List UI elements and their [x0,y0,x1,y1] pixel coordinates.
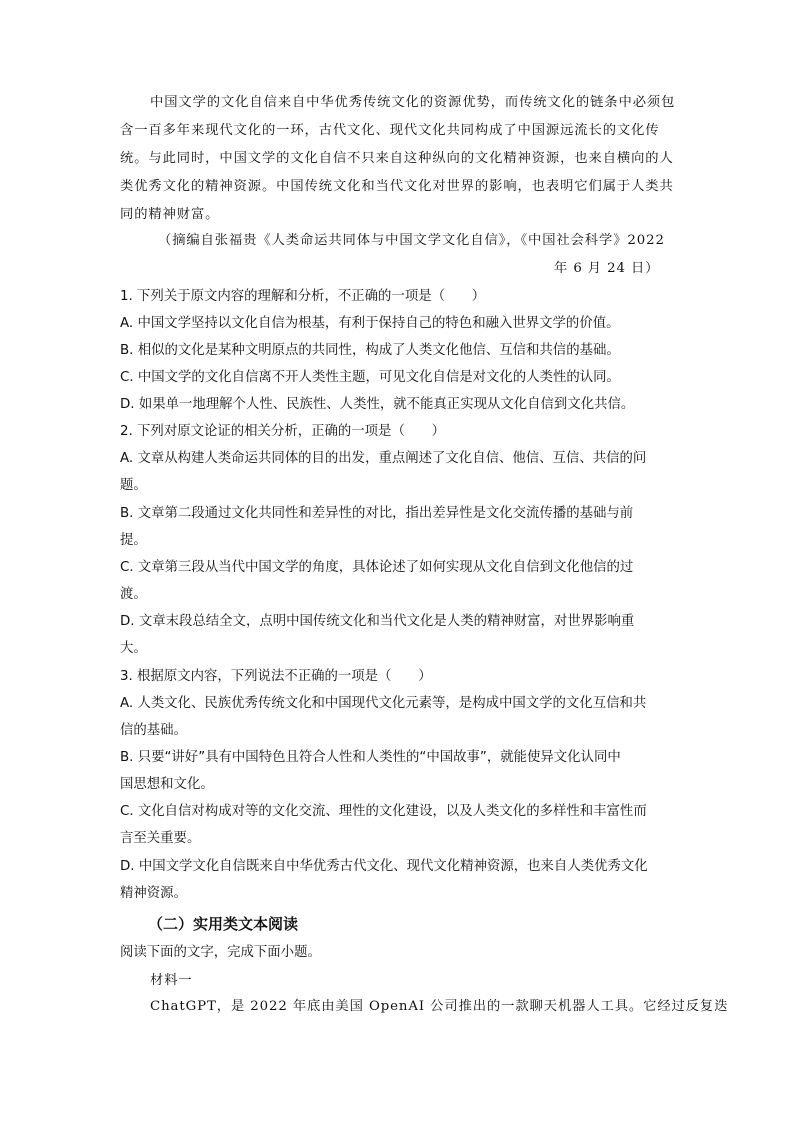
question-option-continued: 国思想和文化。 [120,777,214,792]
passage-line: 含一百多年来现代文化的一环，古代文化、现代文化共同构成了中国源远流长的文化传 [120,123,660,138]
question-option: B. 文章第二段通过文化共同性和差异性的对比，指出差异性是文化交流传播的基础与前 [120,506,634,521]
question-option-continued: 精神资源。 [120,886,187,901]
question-option: D. 中国文学文化自信既来自中华优秀古代文化、现代文化精神资源，也来自人类优秀文化 [120,859,648,874]
question-option-continued: 题。 [120,478,147,493]
material-label: 材料一 [150,973,193,988]
question-option-continued: 大。 [120,641,147,656]
passage-line: 中国文学的文化自信来自中华优秀传统文化的资源优势，而传统文化的链条中必须包 [150,95,676,110]
question-option: A. 中国文学坚持以文化自信为根基，有利于保持自己的特色和融入世界文学的价值。 [120,316,620,331]
question-option: D. 文章末段总结全文，点明中国传统文化和当代文化是人类的精神财富，对世界影响重 [120,614,635,629]
question-option: A. 文章从构建人类命运共同体的目的出发，重点阐述了文化自信、他信、互信、共信的问 [120,451,647,466]
question-stem: 3. 根据原文内容，下列说法不正确的一项是（ ） [120,669,432,684]
question-option: B. 只要“讲好”具有中国特色且符合人性和人类性的“中国故事”，就能使异文化认同中 [120,750,621,765]
question-option: C. 中国文学的文化自信离不开人类性主题，可见文化自信是对文化的人类性的认同。 [120,370,620,385]
question-stem: 1. 下列关于原文内容的理解和分析，不正确的一项是（ ） [120,289,486,304]
question-option-continued: 渡。 [120,587,147,602]
question-option-continued: 提。 [120,533,147,548]
question-option: C. 文化自信对构成对等的文化交流、理性的文化建设，以及人类文化的多样性和丰富性而 [120,804,647,819]
question-option-continued: 言至关重要。 [120,831,201,846]
section-instruction: 阅读下面的文字，完成下面小题。 [120,945,321,960]
question-stem: 2. 下列对原文论证的相关分析，正确的一项是（ ） [120,424,446,439]
section-heading: （二）实用类文本阅读 [148,915,299,933]
passage-line: 类优秀文化的精神资源。中国传统文化和当代文化对世界的影响，也表明它们属于人类共 [120,179,674,194]
question-option: A. 人类文化、民族优秀传统文化和中国现代文化元素等，是构成中国文学的文化互信和共 [120,696,647,711]
citation-date: 年 6 月 24 日） [554,261,660,276]
passage-line: 同的精神财富。 [120,207,220,222]
question-option-continued: 信的基础。 [120,723,187,738]
passage-line: 统。与此同时，中国文学的文化自信不只来自这种纵向的文化精神资源，也来自横向的人 [120,151,674,166]
question-option: B. 相似的文化是某种文明原点的共同性，构成了人类文化他信、互信和共信的基础。 [120,343,620,358]
citation: （摘编自张福贵《人类命运共同体与中国文学文化自信》，《中国社会科学》2022 [158,233,665,248]
question-option: D. 如果单一地理解个人性、民族性、人类性，就不能真正实现从文化自信到文化共信。 [120,397,635,412]
material-text-line: ChatGPT，是 2022 年底由美国 OpenAI 公司推出的一款聊天机器人工具。它经过反复迭 [150,999,729,1014]
question-option: C. 文章第三段从当代中国文学的角度，具体论述了如何实现从文化自信到文化他信的过 [120,560,634,575]
